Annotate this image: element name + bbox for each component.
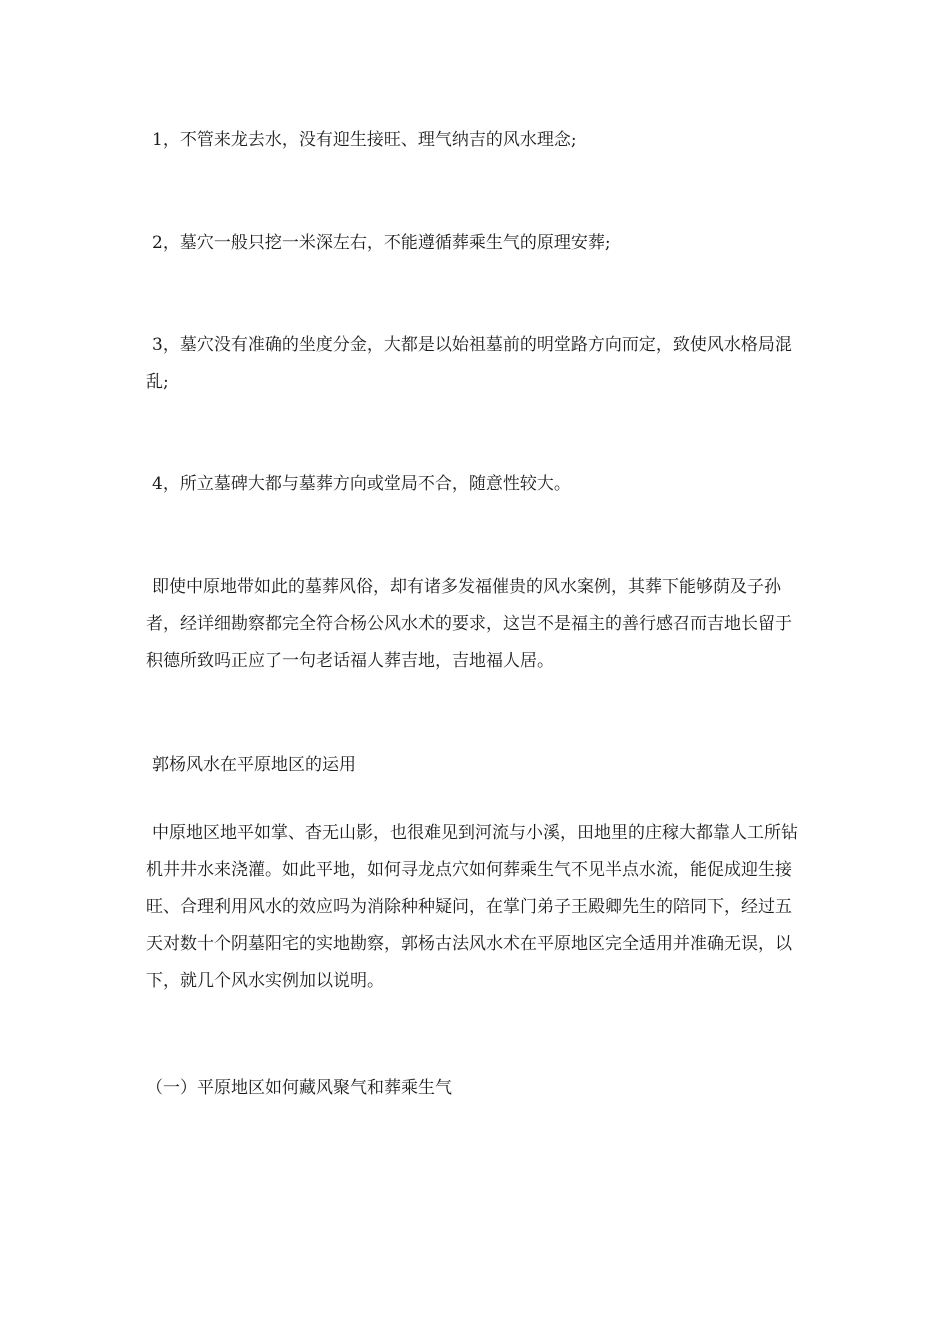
list-item-3: 3，墓穴没有准确的坐度分金，大都是以始祖墓前的明堂路方向而定，致使风水格局混乱;: [146, 335, 792, 392]
subsection-heading: （一）平原地区如何藏风聚气和葬乘生气: [146, 1078, 452, 1098]
body-paragraph: 即使中原地带如此的墓葬风俗，却有诸多发福催贵的风水案例，其葬下能够荫及子孙者，经详细勘察都完全符合杨公风水术的要求，这岂不是福主的善行感召而吉地长留于积德所致吗正应了一句老话福人葬吉地，吉地福人居。: [146, 577, 792, 671]
body-paragraph: 中原地区地平如掌、杳无山影，也很难见到河流与小溪，田地里的庄稼大都靠人工所钻机井井水来浇灌。如此平地，如何寻龙点穴如何葬乘生气不见半点水流，能促成迎生接旺、合理利用风水的效应吗为消除种种疑问，在掌门弟子王殿卿先生的陪同下，经过五天对数十个阴墓阳宅的实地勘察，郭杨古法风水术在平原地区完全适用并准确无误，以下，就几个风水实例加以说明。: [146, 823, 798, 991]
list-item-1: 1，不管来龙去水，没有迎生接旺、理气纳吉的风水理念;: [152, 130, 577, 150]
list-item-2: 2，墓穴一般只挖一米深左右，不能遵循葬乘生气的原理安葬;: [152, 233, 611, 253]
section-heading: 郭杨风水在平原地区的运用: [152, 755, 356, 775]
list-item-4: 4，所立墓碑大都与墓葬方向或堂局不合，随意性较大。: [152, 474, 571, 494]
